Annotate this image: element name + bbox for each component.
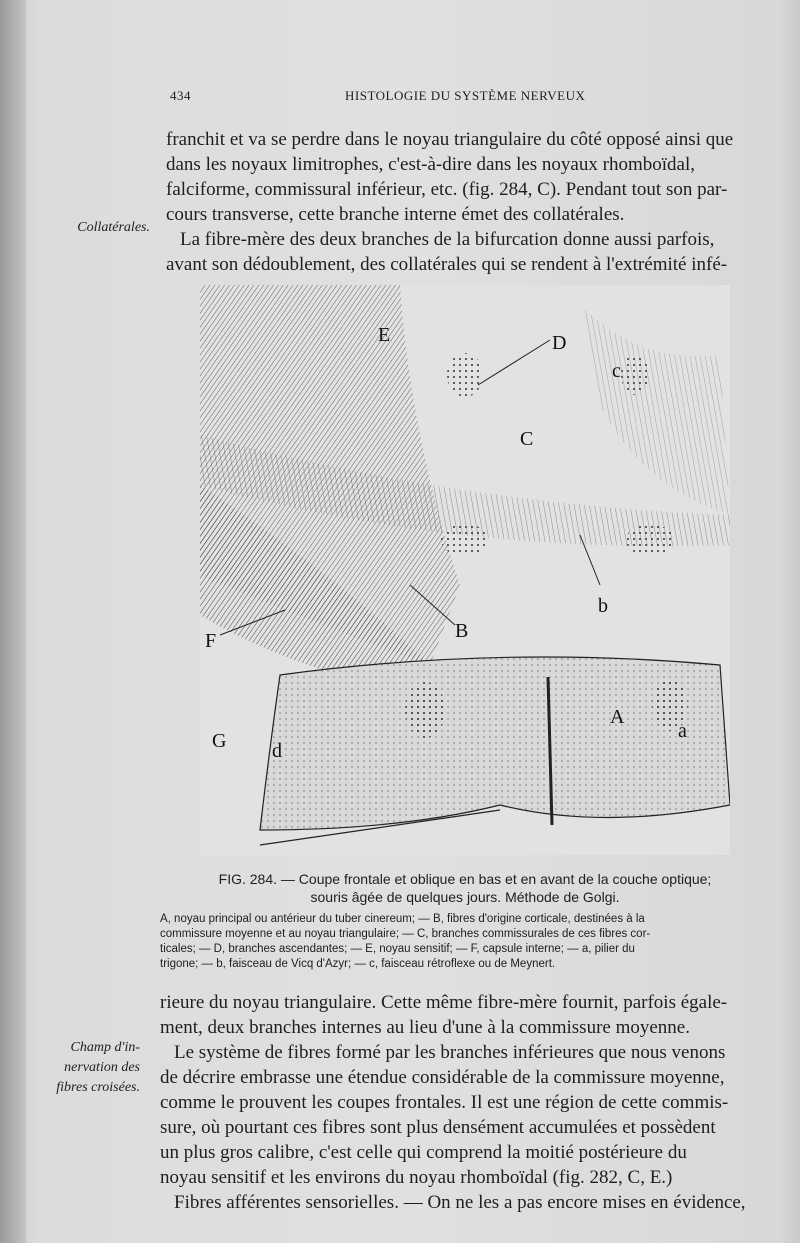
paragraph-bottom bbox=[160, 990, 756, 1215]
text-line: ment, deux branches internes au lieu d'une à la commissure moyenne. bbox=[160, 1017, 690, 1038]
legend-line: commissure moyenne et au noyau triangulaire; — C, branches commissurales de ces fibres cor- bbox=[160, 928, 651, 940]
book-spine-shadow bbox=[0, 0, 26, 1243]
figure-label-A: A bbox=[610, 706, 625, 728]
text-line: franchit et va se perdre dans le noyau triangulaire du côté opposé ainsi que bbox=[166, 129, 734, 150]
text-line: Le système de fibres formé par les branches inférieures que nous venons bbox=[174, 1042, 726, 1063]
text-line: Fibres afférentes sensorielles. — On ne les a pas encore mises en évidence, bbox=[174, 1192, 746, 1213]
page-number: 434 bbox=[170, 88, 191, 103]
figure-caption bbox=[190, 870, 740, 906]
figure-label-D: D bbox=[552, 332, 567, 354]
text-line: sure, où pourtant ces fibres sont plus densément accumulées et possèdent bbox=[160, 1117, 716, 1138]
text-line: cours transverse, cette branche interne émet des collatérales. bbox=[166, 204, 625, 225]
text-line: comme le prouvent les coupes frontales. Il est une région de cette commis- bbox=[160, 1092, 729, 1113]
paragraph-top bbox=[166, 127, 766, 277]
figure-label-E: E bbox=[378, 324, 391, 346]
legend-line: ticales; — D, branches ascendantes; — E, noyau sensitif; — F, capsule interne; — a, pilier du bbox=[160, 943, 635, 955]
text-line: La fibre-mère des deux branches de la bifurcation donne aussi parfois, bbox=[180, 229, 715, 250]
margin-note-champ bbox=[40, 1038, 140, 1098]
figure-legend bbox=[160, 912, 760, 972]
running-head: HISTOLOGIE DU SYSTÈME NERVEUX bbox=[345, 88, 586, 103]
legend-line: A, noyau principal ou antérieur du tuber cinereum; — B, fibres d'origine corticale, destinées à la bbox=[160, 913, 645, 925]
caption-line: souris âgée de quelques jours. Méthode de Golgi. bbox=[310, 889, 620, 905]
margin-note-line: nervation des bbox=[64, 1060, 140, 1075]
margin-note-collaterales: Collatérales. bbox=[77, 220, 150, 235]
text-line: avant son dédoublement, des collatérales qui se rendent à l'extrémité infé- bbox=[166, 254, 728, 275]
text-line: noyau sensitif et les environs du noyau rhomboïdal (fig. 282, C, E.) bbox=[160, 1167, 673, 1188]
figure-label-G: G bbox=[212, 730, 227, 752]
margin-note-line: Champ d'in- bbox=[70, 1040, 140, 1055]
figure-label-b: b bbox=[598, 595, 608, 617]
figure-label-C: C bbox=[520, 428, 534, 450]
figure-label-d: d bbox=[272, 740, 282, 762]
legend-line: trigone; — b, faisceau de Vicq d'Azyr; — c, faisceau rétroflexe ou de Meynert. bbox=[160, 958, 556, 970]
text-line: falciforme, commissural inférieur, etc. (fig. 284, C). Pendant tout son par- bbox=[166, 179, 728, 200]
histology-figure bbox=[200, 285, 730, 855]
text-line: dans les noyaux limitrophes, c'est-à-dire dans les noyaux rhomboïdal, bbox=[166, 154, 695, 175]
text-line: un plus gros calibre, c'est celle qui comprend la moitié postérieure du bbox=[160, 1142, 687, 1163]
page-header bbox=[170, 88, 760, 108]
figure-label-c: c bbox=[612, 360, 621, 382]
text-line: rieure du noyau triangulaire. Cette même fibre-mère fournit, parfois égale- bbox=[160, 992, 728, 1013]
figure-label-F: F bbox=[205, 630, 217, 652]
figure-label-a: a bbox=[678, 720, 687, 742]
text-line: de décrire embrasse une étendue considérable de la commissure moyenne, bbox=[160, 1067, 725, 1088]
margin-note-line: fibres croisées. bbox=[56, 1080, 140, 1095]
caption-line: FIG. 284. — Coupe frontale et oblique en bas et en avant de la couche optique; bbox=[218, 871, 712, 887]
figure-label-B: B bbox=[455, 620, 469, 642]
